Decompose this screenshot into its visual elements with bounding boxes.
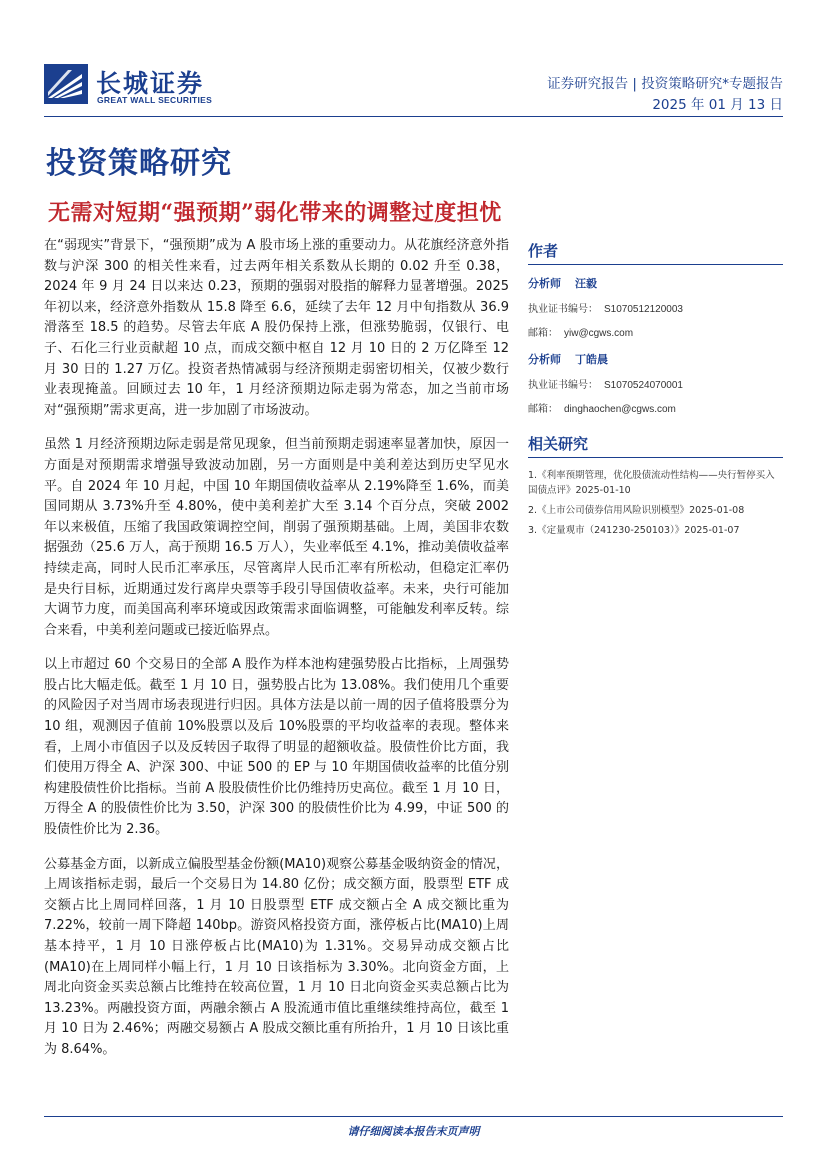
analyst-role: 分析师 <box>528 353 561 366</box>
cert-label: 执业证书编号： <box>528 380 598 391</box>
analyst-card <box>528 275 783 339</box>
page-title: 投资策略研究 <box>46 146 232 181</box>
analyst-name: 丁皓晨 <box>575 353 608 366</box>
analyst-cert <box>528 300 783 315</box>
body-paragraph: 以上市超过 60 个交易日的全部 A 股作为样本池构建强势股占比指标，上周强势股占比大幅走低。截至 1 月 10 日，强势股占比为 13.08%。我们使用几个重要的风险因子对当周市场表现进行归因。具体方法是以前一周的因子值将股票分为 10 组，观测因子值前 10%股票以及后 10%股票的平均收益率的表现。整体来看，上周小市值因子以及反转因子取得了明显的超额收益。股债性价比方面，我们使用万得全 A、沪深 300、中证 500 的 EP 与 10 年期国债收益率的比值分别构建股债性价比指标。当前 A 股股债性价比仍维持历史高位。截至 1 月 10 日，万得全 A 的股债性价比为 3.50，沪深 300 的股债性价比为 4.99，中证 500 的股债性价比为 2.36。 <box>44 657 509 838</box>
cert-number: S1070512120003 <box>604 304 683 315</box>
email-link[interactable]: dinghaochen@cgws.com <box>564 404 676 415</box>
main-body <box>44 236 509 1075</box>
related-research <box>528 433 783 538</box>
brand-name-cn: 长城证券 <box>96 69 205 98</box>
analyst-role-name <box>528 351 783 367</box>
analyst-email <box>528 400 783 415</box>
email-link[interactable]: yiw@cgws.com <box>564 328 634 339</box>
body-paragraph: 在“弱现实”背景下，“强预期”成为 A 股市场上涨的重要动力。从花旗经济意外指数与沪深 300 的相关性来看，过去两年相关系数从长期的 0.02 升至 0.38，2024 年 9 月 24 日以来达 0.23，预期的强弱对股指的解释力显著增强。2025 年初以来，经济意外指数从 15.8 降至 6.6，延续了去年 12 月中旬指数从 36.9 滑落至 18.5 的趋势。尽管去年底 A 股仍保持上涨，但涨势脆弱，仅银行、电子、石化三行业贡献超 10 点，而成交额中枢自 12 月 10 日的 2 万亿降至 12 月 30 日的 1.27 万亿。投资者热情减弱与经济预期走弱密切相关，仅被少数行业表现掩盖。回顾过去 10 年，1 月经济预期边际走弱为常态，加之当前市场对“强预期”需求更高，进一步加剧了市场波动。 <box>44 238 509 418</box>
report-subtitle: 无需对短期“强预期”弱化带来的调整过度担忧 <box>48 200 502 226</box>
report-type: 证券研究报告 | 投资策略研究*专题报告 <box>547 76 783 92</box>
related-item[interactable]: 3.《定量观市（241230-250103）》2025-01-07 <box>528 525 740 536</box>
cert-number: S1070524070001 <box>604 380 683 391</box>
header-divider <box>44 116 783 117</box>
footer-disclaimer: 请仔细阅读本报告末页声明 <box>44 1116 783 1139</box>
cert-label: 执业证书编号： <box>528 304 598 315</box>
sidebar <box>528 240 783 543</box>
body-paragraph: 虽然 1 月经济预期边际走弱是常见现象，但当前预期走弱速率显著加快，原因一方面是对预期需求增强导致波动加剧，另一方面则是中美利差达到历史罕见水平。自 2024 年 10 月起，中国 10 年期国债收益率从 2.19%降至 1.6%，而美国同期从 3.73%升至 4.80%，使中美利差扩大至 3.14 个百分点，突破 2002 年以来极值，压缩了我国政策调控空间，削弱了强预期基础。上周，美国非农数据强劲（25.6 万人，高于预期 16.5 万人），失业率低至 4.1%，推动美债收益率持续走高，同时人民币汇率承压，尽管离岸人民币汇率有所松动，但稳定汇率仍是央行目标，近期通过发行离岸央票等手段引导国债收益率。未来，央行可能加大调节力度，而美国高利率环境或因政策需求面临调整，可能触发利率反转。综合来看，中美利差问题或已接近临界点。 <box>44 437 509 638</box>
analyst-role-name <box>528 275 783 291</box>
analyst-role: 分析师 <box>528 277 561 290</box>
related-item[interactable]: 2.《上市公司债券信用风险识别模型》2025-01-08 <box>528 505 745 516</box>
analyst-card <box>528 351 783 415</box>
email-label: 邮箱： <box>528 404 558 415</box>
analyst-email <box>528 324 783 339</box>
related-item[interactable]: 1.《利率预期管理，优化股债流动性结构——央行暂停买入国债点评》2025-01-10 <box>528 470 775 496</box>
email-label: 邮箱： <box>528 328 558 339</box>
report-date: 2025 年 01 月 13 日 <box>652 97 783 113</box>
report-header <box>44 62 783 112</box>
analyst-cert <box>528 376 783 391</box>
brand-name-en: GREAT WALL SECURITIES <box>97 95 213 105</box>
related-heading: 相关研究 <box>528 433 783 458</box>
analyst-name: 汪毅 <box>575 277 597 290</box>
authors-heading: 作者 <box>528 240 783 265</box>
great-wall-logo-icon <box>44 64 88 104</box>
body-paragraph: 公募基金方面，以新成立偏股型基金份额(MA10)观察公募基金吸纳资金的情况，上周该指标走弱，最后一个交易日为 14.80 亿份；成交额方面，股票型 ETF 成交额占比上周同样回落，1 月 10 日股票型 ETF 成交额占全 A 成交额比重为 7.22%，较前一周下降超 140bp。游资风格投资方面，涨停板占比(MA10)上周基本持平，1 月 10 日涨停板占比(MA10)为 1.31%。交易异动成交额占比(MA10)在上周同样小幅上行，1 月 10 日该指标为 3.30%。北向资金方面，上周北向资金买卖总额占比维持在较高位置，1 月 10 日北向资金买卖总额占比为 13.23%。两融投资方面，两融余额占 A 股流通市值比重继续维持高位，截至 1 月 10 日为 2.46%；两融交易额占 A 股成交额比重有所抬升，1 月 10 日该比重为 8.64%。 <box>44 856 509 1057</box>
